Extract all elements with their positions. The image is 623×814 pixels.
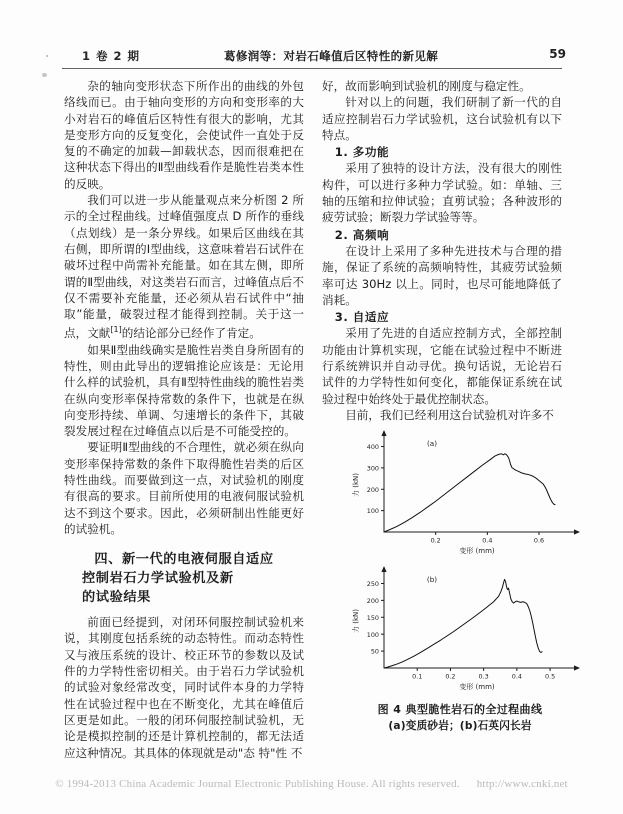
svg-text:200: 200: [366, 596, 379, 605]
svg-text:变形 (mm): 变形 (mm): [459, 547, 495, 555]
running-head: [62, 47, 566, 68]
paragraph: 好，故而影响到试验机的刚度与稳定性。: [322, 79, 531, 93]
paragraph: 如果Ⅱ型曲线确实是脆性岩类自身所固有的特性，则由此导出的逻辑推论应该是：无论用什么样的试验机，具有Ⅱ型特性曲线的脆性岩类在纵向变形率保持常数的条件下，也就是在纵向变形持续、单调、匀速增长的条件下，其破裂发展过程在过峰值点以后是不可能受控的。: [64, 342, 304, 439]
svg-text:0.4: 0.4: [511, 672, 522, 681]
left-column: [64, 78, 304, 761]
scan-artifact-dot: [46, 55, 48, 57]
section-heading-line-3: 的试验结果: [82, 590, 151, 606]
svg-text:0.6: 0.6: [533, 536, 545, 545]
header-rule: [62, 68, 562, 69]
figure-caption-sub: (a)变质砂岩；(b)石英闪长岩: [388, 720, 532, 732]
paragraph: 要证明Ⅱ型曲线的不合理性，就必须在纵向变形率保持常数的条件下取得脆性岩类的后区特性曲线。而要做到这一点，对试验机的刚度有很高的要求。目前所使用的电液伺服试验机达不到这个要求。因此，必须研制出性能更好的试验机。: [64, 440, 304, 536]
subsection-heading-2: 2. 高频响: [334, 227, 390, 242]
svg-text:150: 150: [366, 613, 379, 622]
paragraph: 针对以上的问题，我们研制了新一代的自适应控制岩石力学试验机，这台试验机有以下特点。: [322, 95, 562, 142]
article-running-title: 葛修润等：对岩石峰值后区特性的新见解: [224, 49, 439, 63]
section-heading: [64, 550, 304, 607]
reference-marker: [1]: [110, 325, 122, 335]
scan-artifact-mark: [42, 73, 47, 77]
svg-text:力 (kN): 力 (kN): [352, 609, 360, 633]
svg-text:300: 300: [366, 464, 379, 473]
chart-panel-b: [338, 564, 582, 696]
chart-panel-a: [338, 428, 582, 560]
svg-text:(b): (b): [426, 575, 438, 584]
svg-text:0.2: 0.2: [430, 536, 441, 545]
svg-text:变形 (mm): 变形 (mm): [459, 683, 495, 691]
paragraph: 前面已经提到，对闭环伺服控制试验机来说，其刚度包括系统的动态特性。而动态特性又与液压系统的设计、校正环节的参数以及试件的力学特性密切相关。由于岩石力学试验机的试验对象经常改变，同时试件本身的力学特性在试验过程中也在不断变化，尤其在峰值后区更是如此。一般的闭环伺服控制试验机，无论是模拟控制的还是计算机控制的，都无法适应这种情况。其具体的体现就是动"态 特"性 不: [64, 615, 304, 760]
svg-text:0.5: 0.5: [544, 672, 556, 681]
subsection-heading-3: 3. 自适应: [334, 310, 390, 325]
paragraph-text-b: 的结论部分已经作了肯定。: [121, 326, 261, 341]
svg-text:100: 100: [366, 630, 379, 639]
section-heading-line-1: 四、新一代的电液伺服自适应: [94, 552, 274, 568]
paragraph: 目前，我们已经利用这台试验机对许多不: [345, 407, 554, 422]
paragraph-text-a: 我们可以进一步从能量观点来分析图 2 所示的全过程曲线。过峰值强度点 D 所作的垂线（点划线）是一条分界线。如果后区曲线在其右侧，即所谓的Ⅰ型曲线，这意味着岩石试件在破坏过程中尚需补充能量。如在其左侧，即所谓的Ⅱ型曲线，对这类岩石而言，过峰值点后不仅不需要补充能量，还必须从岩石试件中“抽取”能量，破裂过程才能得到控制。关于这一点，文献: [64, 193, 304, 341]
figure-caption-main: 图 4 典型脆性岩石的全过程曲线: [377, 703, 543, 716]
paragraph: 在设计上采用了多种先进技术与合理的措施，保证了系统的高频响特性，其疲劳试验频率可达 30Hz 以上。同时，也尽可能地降低了消耗。: [322, 243, 562, 307]
svg-text:100: 100: [366, 507, 379, 516]
footer: [0, 778, 623, 790]
svg-text:400: 400: [366, 443, 379, 452]
svg-text:0.1: 0.1: [412, 672, 423, 681]
copyright-text: © 1994-2013 China Academic Journal Electronic Publishing House. All rights reserved.: [55, 778, 460, 790]
svg-text:0.4: 0.4: [482, 536, 493, 545]
figure-caption: [338, 702, 582, 734]
svg-text:力 (kN): 力 (kN): [352, 473, 360, 497]
svg-text:(a): (a): [426, 439, 438, 448]
svg-text:0.3: 0.3: [478, 672, 489, 681]
paragraph: 采用了独特的设计方法，没有很大的刚性构件，可以进行多种力学试验。如：单轴、三轴的压缩和拉伸试验；直剪试验；各种波形的疲劳试验；断裂力学试验等等。: [322, 161, 562, 225]
page-number: 59: [549, 47, 566, 61]
svg-text:50: 50: [370, 647, 379, 656]
cnki-url[interactable]: http://www.cnki.net: [476, 778, 568, 790]
svg-text:250: 250: [366, 580, 379, 589]
svg-text:200: 200: [366, 485, 379, 494]
volume-issue: 1 卷 2 期: [82, 49, 141, 63]
subsection-heading-1: 1. 多功能: [334, 145, 390, 160]
figure-plots: [338, 428, 582, 696]
paragraph: [64, 192, 304, 342]
figure-4: [338, 428, 582, 748]
section-heading-line-2: 控制岩石力学试验机及新: [82, 571, 234, 587]
paragraph: 采用了先进的自适应控制方式，全部控制功能由计算机实现，它能在试验过程中不断进行系统辨识并自动寻优。换句话说，无论岩石试件的力学特性如何变化，都能保证系统在试验过程中始终处于最优控制状态。: [322, 326, 562, 406]
right-column: [322, 78, 562, 423]
paragraph: 杂的轴向变形状态下所作出的曲线的外包络线而已。由于轴向变形的方向和变形率的大小对岩石的峰值后区特性有很大的影响，尤其是变形方向的反复变化，会使试件一直处于反复的不确定的加载—卸载状态，因而很难把在这种状态下得出的Ⅱ型曲线看作是脆性岩类本性的反映。: [64, 79, 304, 191]
svg-text:0.2: 0.2: [445, 672, 456, 681]
